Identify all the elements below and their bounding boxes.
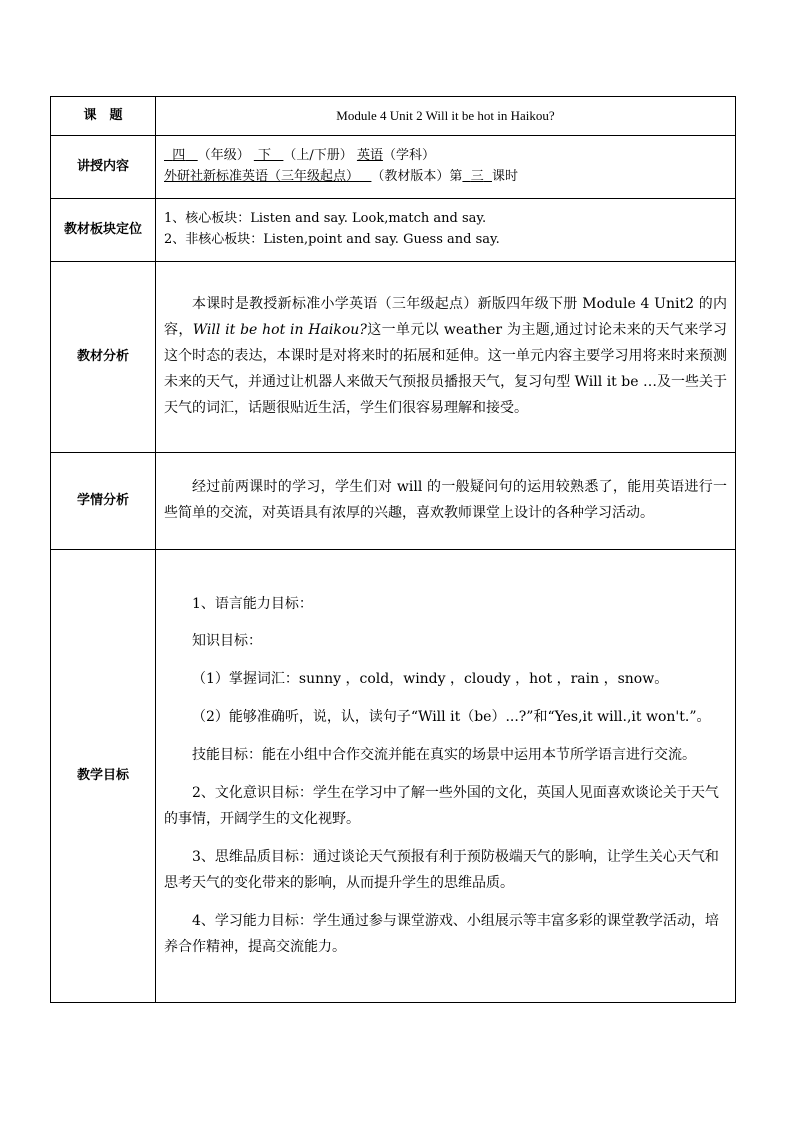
lesson-number: 三 (470, 169, 484, 184)
goal-item: 4、学习能力目标：学生通过参与课堂游戏、小组展示等丰富多彩的课堂教学活动，培养合作精神，提高交流能力。 (164, 912, 719, 955)
edition-value: 外研社新标准英语（三年级起点） (164, 169, 360, 184)
lesson-plan-table (50, 96, 736, 1003)
unit-title-italic: Will it be hot in Haikou? (192, 322, 367, 339)
goal-item: 技能目标：能在小组中合作交流并能在真实的场景中运用本节所学语言进行交流。 (192, 747, 696, 764)
lesson-title: Module 4 Unit 2 Will it be hot in Haikou? (156, 97, 736, 136)
board-line-1: 1、核心板块：Listen and say. Look,match and say. (164, 211, 487, 227)
edition-suffix: （教材版本）第 (371, 169, 463, 184)
label-analysis: 教材分析 (51, 262, 156, 453)
grade-value: 四 (172, 148, 186, 164)
content-line-1 (164, 146, 727, 167)
goals-cell (156, 550, 736, 1003)
board-line-2: 2、非核心板块：Listen,point and say. Guess and say. (164, 232, 500, 247)
goal-item: 1、语言能力目标： (192, 595, 313, 612)
subject-value: 英语 (356, 148, 383, 164)
goal-item: （2）能够准确听，说，认，读句子“Will it（be）...?”和“Yes,it will.,it won't.”。 (192, 709, 711, 726)
term-suffix: （上/下册） (283, 148, 353, 164)
row-goals (51, 550, 736, 1003)
goal-item: 知识目标： (192, 633, 262, 650)
content-line-2 (164, 167, 727, 188)
board-cell (156, 199, 736, 262)
row-board (51, 199, 736, 262)
label-goals: 教学目标 (51, 550, 156, 1003)
content-cell (156, 136, 736, 199)
row-student-analysis (51, 453, 736, 550)
row-content (51, 136, 736, 199)
row-title (51, 97, 736, 136)
label-content: 讲授内容 (51, 136, 156, 199)
student-analysis-cell (156, 453, 736, 550)
goal-item: 2、文化意识目标：学生在学习中了解一些外国的文化，英国人见面喜欢谈论关于天气的事情，开阔学生的文化视野。 (164, 785, 719, 827)
row-analysis (51, 262, 736, 453)
analysis-text: 本课时是教授新标准小学英语（三年级起点）新版四年级下册 Module 4 Unit2 的内容，Will it be hot in Haikou?这一单元以 weather 为主题,通过讨论未来的天气来学习这个时态的表达，本课时是对将来时的拓展和延伸。这一单元内容主要学习用将来时来预测未来的天气，并通过让机器人来做天气预报员播报天气，复习句型 Will it be …及一些关于天气的词汇，话题很贴近生活，学生们很容易理解和接受。 (164, 296, 727, 416)
goal-item: （1）掌握词汇：sunny ，cold，windy ，cloudy ，hot ，rain ，snow。 (192, 671, 669, 688)
student-analysis-text: 经过前两课时的学习，学生们对 will 的一般疑问句的运用较熟悉了，能用英语进行一些简单的交流，对英语具有浓厚的兴趣，喜欢教师课堂上设计的各种学习活动。 (164, 479, 727, 521)
lesson-suffix: 课时 (491, 169, 518, 184)
analysis-cell (156, 262, 736, 453)
label-title: 课 题 (51, 97, 156, 136)
label-student-analysis: 学情分析 (51, 453, 156, 550)
grade-suffix: （年级） (197, 148, 250, 164)
goal-item: 3、思维品质目标：通过谈论天气预报有利于预防极端天气的影响，让学生关心天气和思考天气的变化带来的影响，从而提升学生的思维品质。 (164, 848, 719, 891)
subject-suffix: （学科） (382, 148, 435, 164)
label-board: 教材板块定位 (51, 199, 156, 262)
term-value: 下 (257, 148, 271, 164)
